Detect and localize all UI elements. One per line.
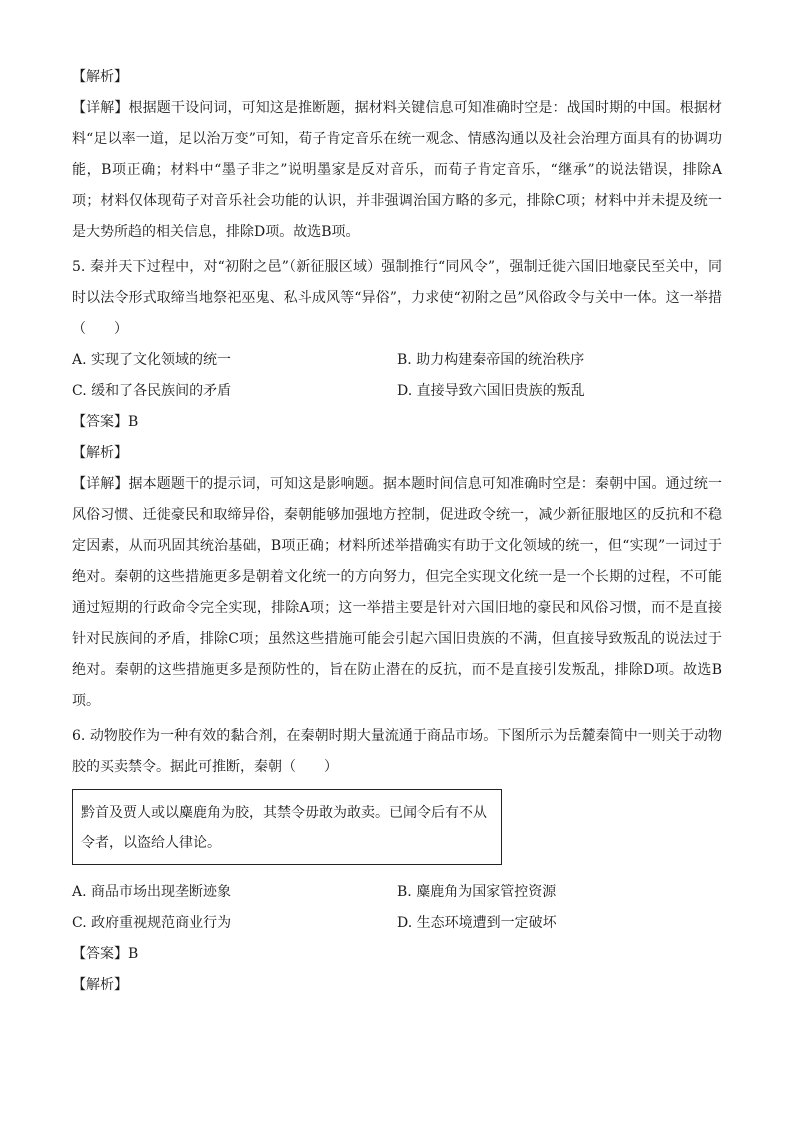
analysis-label: 【解析】: [72, 69, 128, 85]
option-b: B. 助力构建秦帝国的统治秩序: [397, 352, 585, 368]
answer-label-q5: 【答案】B: [72, 414, 139, 430]
option-d: D. 生态环境遭到一定破坏: [397, 915, 557, 931]
question-5-options: [72, 345, 722, 407]
analysis-label: 【解析】: [72, 977, 128, 993]
detail-paragraph-q5: 【详解】据本题题干的提示词，可知这是影响题。据本题时间信息可知准确时空是：秦朝中国。通过统一风俗习惯、迁徙豪民和取缔异俗，秦朝能够加强地方控制，促进政令统一，减少新征服地区的反抗和不稳定因素，从而巩固其统治基础，B项正确；材料所述举措确实有助于文化领域的统一，但“实现”一词过于绝对。秦朝的这些措施更多是朝着文化统一的方向努力，但完全实现文化统一是一个长期的过程，不可能通过短期的行政命令完全实现，排除A项；这一举措主要是针对六国旧地的豪民和风俗习惯，而不是直接针对民族间的矛盾，排除C项；虽然这些措施可能会引起六国旧贵族的不满，但直接导致叛乱的说法过于绝对。秦朝的这些措施更多是预防性的，旨在防止潜在的反抗，而不是直接引发叛乱，排除D项。故选B项。: [72, 476, 722, 709]
detail-paragraph-q4: 【详解】根据题干设问词，可知这是推断题，据材料关键信息可知准确时空是：战国时期的中国。根据材料“足以率一道，足以治万变”可知，荀子肯定音乐在统一观念、情感沟通以及社会治理方面具有的协调功能，B项正确；材料中“墨子非之”说明墨家是反对音乐，而荀子肯定音乐，“继承”的说法错误，排除A项；材料仅体现荀子对音乐社会功能的认识，并非强调治国方略的多元，排除C项；材料中并未提及统一是大势所趋的相关信息，排除D项。故选B项。: [72, 100, 722, 240]
option-a: A. 商品市场出现垄断迹象: [72, 884, 232, 900]
option-b: B. 麋鹿角为国家管控资源: [397, 884, 557, 900]
question-5-stem: 5. 秦并天下过程中，对“初附之邑”（新征服区域）强制推行“同风令”，强制迁徙六国旧地豪民至关中，同时以法令形式取缔当地祭祀巫鬼、私斗成风等“异俗”，力求使“初附之邑”风俗政令与关中一体。这一举措（ ）: [72, 259, 722, 337]
option-c: C. 缓和了各民族间的矛盾: [72, 383, 232, 399]
option-d: D. 直接导致六国旧贵族的叛乱: [397, 383, 585, 399]
answer-label-q6: 【答案】B: [72, 946, 139, 962]
question-6-options: [72, 877, 722, 939]
document-page: [72, 62, 722, 1001]
quote-text: 黔首及贾人或以麋鹿角为胶，其禁令毋敢为敢卖。已闻令后有不从令者，以盗给人律论。: [81, 805, 487, 851]
bamboo-slip-quote-box: [72, 789, 502, 865]
option-c: C. 政府重视规范商业行为: [72, 915, 232, 931]
analysis-label: 【解析】: [72, 445, 128, 461]
option-a: A. 实现了文化领域的统一: [72, 352, 232, 368]
question-6-stem: 6. 动物胶作为一种有效的黏合剂，在秦朝时期大量流通于商品市场。下图所示为岳麓秦简中一则关于动物胶的买卖禁令。据此可推断，秦朝（ ）: [72, 728, 722, 775]
